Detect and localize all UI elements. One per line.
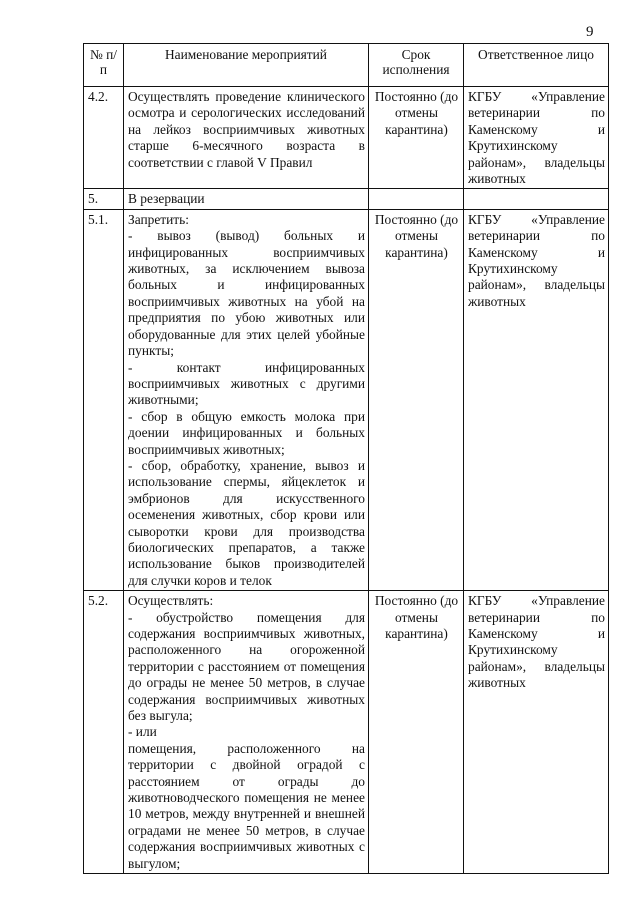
row-term: Постоянно (до отмены карантина) xyxy=(369,87,464,189)
row-text xyxy=(124,209,369,590)
section-row xyxy=(84,189,609,209)
table-row xyxy=(84,591,609,874)
row-num: 5.2. xyxy=(84,591,124,874)
row-text: Осуществлять проведение клинического осмотра и серологических исследований на лейкоз восприимчивых животных старше 6-месячного возраста в соответствии с главой V Правил xyxy=(124,87,369,189)
row-responsible: КГБУ «Управление ветеринарии по Каменскому и Крутихинскому районам», владельцы животных xyxy=(464,591,609,874)
measures-table xyxy=(83,43,609,874)
header-resp: Ответственное лицо xyxy=(464,44,609,87)
section-num: 5. xyxy=(84,189,124,209)
header-num: № п/п xyxy=(84,44,124,87)
page-number: 9 xyxy=(586,24,594,40)
row-responsible: КГБУ «Управление ветеринарии по Каменскому и Крутихинскому районам», владельцы животных xyxy=(464,209,609,590)
table-header-row xyxy=(84,44,609,87)
row-responsible: КГБУ «Управление ветеринарии по Каменскому и Крутихинскому районам», владельцы животных xyxy=(464,87,609,189)
row-text-line: - или xyxy=(128,724,157,740)
row-term: Постоянно (до отмены карантина) xyxy=(369,591,464,874)
row-text-line: Осуществлять: xyxy=(128,593,214,609)
section-title: В резервации xyxy=(124,189,369,209)
table-row xyxy=(84,209,609,590)
row-text-line: - сбор в общую емкость молока при доении инфицированных и больных восприимчивых животных; xyxy=(128,408,365,457)
header-term: Срок исполнения xyxy=(369,44,464,87)
row-term: Постоянно (до отмены карантина) xyxy=(369,209,464,590)
header-name: Наименование мероприятий xyxy=(124,44,369,87)
row-text-line: - обустройство помещения для содержания восприимчивых животных, расположенного на огороженной территории с расстоянием от помещения до ограды не менее 50 метров, в случае содержания восприимчивых животных без выгула; xyxy=(128,609,365,724)
section-empty-term xyxy=(369,189,464,209)
table-row xyxy=(84,87,609,189)
row-text-line: - контакт инфицированных восприимчивых животных с другими животными; xyxy=(128,359,365,408)
row-text-line: помещения, расположенного на территории с двойной оградой с расстоянием от ограды до животноводческого помещения не менее 10 метров, между внутренней и внешней оградами не менее 50 метров, в случае содержания восприимчивых животных с выгулом; xyxy=(128,740,365,871)
row-text xyxy=(124,591,369,874)
row-text-line: Запретить: xyxy=(128,211,189,227)
row-num: 5.1. xyxy=(84,209,124,590)
row-text-line: - вывоз (вывод) больных и инфицированных восприимчивых животных, за исключением вывоза больных и инфицированных восприимчивых животных на убой на предприятия по убою животных или оборудованные для этих целей убойные пункты; xyxy=(128,228,365,359)
row-text-line: - сбор, обработку, хранение, вывоз и использование спермы, яйцеклеток и эмбрионов для искусственного осеменения животных, сбор крови или сыворотки крови для производства биологических препаратов, а также использование быков производителей для случки коров и телок xyxy=(128,457,365,588)
row-num: 4.2. xyxy=(84,87,124,189)
section-empty-resp xyxy=(464,189,609,209)
